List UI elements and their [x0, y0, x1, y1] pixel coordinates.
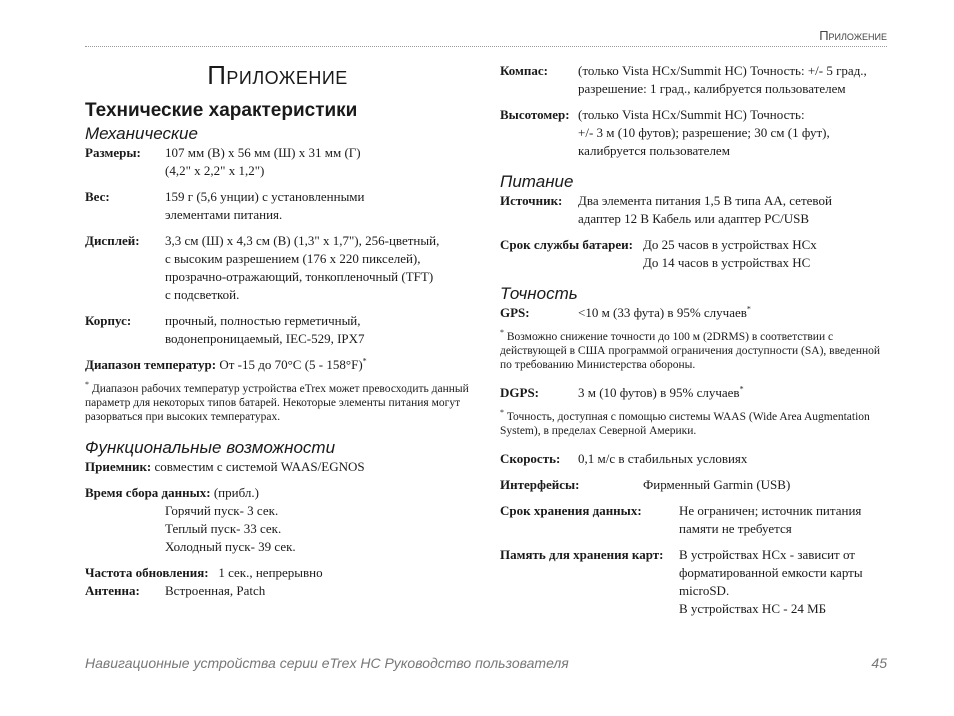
spec-value: 107 мм (В) х 56 мм (Ш) х 31 мм (Г) — [165, 145, 361, 160]
spec-value: От -15 до 70°C (5 - 158°F) — [219, 357, 363, 372]
spec-row-power-source — [500, 192, 892, 228]
spec-value: Не ограничен; источник питания — [679, 503, 862, 518]
spec-row-dgps — [500, 384, 892, 402]
spec-row-interfaces — [500, 476, 892, 494]
spec-value: Холодный пуск- 39 сек. — [165, 539, 296, 554]
spec-row-battery-life — [500, 236, 892, 272]
spec-row-dimensions — [85, 144, 470, 180]
spec-value: 159 г (5,6 унции) с установленными — [165, 189, 365, 204]
spec-label: Приемник: — [85, 459, 152, 474]
spec-value: Горячий пуск- 3 сек. — [165, 503, 279, 518]
spec-label: Срок службы батареи: — [500, 237, 633, 252]
footer-title: Навигационные устройства серии eTrex HC Руководство пользователя — [85, 655, 569, 671]
spec-value: форматированной емкости карты — [679, 565, 863, 580]
page-number: 45 — [871, 655, 887, 671]
spec-row-speed — [500, 450, 892, 468]
spec-value: (4,2" х 2,2" х 1,2") — [165, 163, 265, 178]
spec-value: (только Vista HCx/Summit HC) Точность: — [578, 107, 805, 122]
spec-value: Встроенная, Patch — [165, 583, 266, 598]
spec-value: В устройствах HCx - зависит от — [679, 547, 855, 562]
spec-label: Высотомер: — [500, 107, 570, 122]
mechanical-heading: Механические — [85, 124, 198, 143]
spec-label: GPS: — [500, 305, 530, 320]
spec-label: Корпус: — [85, 313, 132, 328]
spec-value: совместим с системой WAAS/EGNOS — [154, 459, 365, 474]
dgps-footnote — [500, 410, 892, 438]
spec-row-weight — [85, 188, 470, 224]
spec-value: 3 м (10 футов) в 95% случаев — [578, 385, 740, 400]
spec-value: калибруется пользователем — [578, 143, 730, 158]
spec-value: с подсветкой. — [165, 287, 240, 302]
accuracy-heading: Точность — [500, 284, 578, 303]
spec-row-acquisition — [85, 484, 470, 556]
spec-row-altimeter — [500, 106, 892, 160]
footnote-text: Возможно снижение точности до 100 м (2DRMS) в соответствии с действующей в США программой ограничения доступности (SA), введенной по требованию Министерства обороны. — [500, 331, 881, 371]
spec-row-housing — [85, 312, 470, 348]
spec-value: прозрачно-отражающий, тонкопленочный (TFT) — [165, 269, 434, 284]
footnote-mark: * — [362, 356, 367, 366]
spec-label: Дисплей: — [85, 233, 140, 248]
spec-label: Компас: — [500, 63, 548, 78]
spec-value: До 25 часов в устройствах HCx — [643, 237, 817, 252]
spec-value: <10 м (33 фута) в 95% случаев — [578, 305, 747, 320]
page-header — [85, 28, 887, 47]
footnote-mark: * — [739, 384, 744, 394]
spec-value: Два элемента питания 1,5 В типа АА, сетевой — [578, 193, 832, 208]
spec-label: Вес: — [85, 189, 110, 204]
spec-value: Фирменный Garmin (USB) — [643, 477, 791, 492]
chapter-title: Приложение — [207, 60, 348, 90]
spec-value: водонепроницаемый, IEC-529, IPX7 — [165, 331, 365, 346]
spec-value: До 14 часов в устройствах HC — [643, 255, 811, 270]
specs-heading: Технические характеристики — [85, 100, 358, 121]
spec-row-data-storage — [500, 502, 892, 538]
spec-row-gps — [500, 304, 892, 322]
spec-label: Антенна: — [85, 583, 140, 598]
spec-value: (прибл.) — [213, 485, 259, 500]
spec-row-temperature — [85, 356, 470, 374]
footnote-mark: * — [500, 328, 504, 338]
spec-value: элементами питания. — [165, 207, 283, 222]
left-column — [85, 60, 470, 608]
spec-label: Срок хранения данных: — [500, 503, 642, 518]
footnote-text: Диапазон рабочих температур устройства eTrex может превосходить данный параметр для некоторых типов батарей. Некоторые элементы питания могут разорваться при высоких температурах. — [85, 383, 469, 423]
spec-label: Диапазон температур: — [85, 357, 217, 372]
footnote-mark: * — [500, 408, 504, 418]
temperature-footnote — [85, 382, 470, 424]
spec-row-compass — [500, 62, 892, 98]
footnote-mark: * — [85, 380, 89, 390]
right-column — [500, 62, 892, 626]
spec-label: Скорость: — [500, 451, 561, 466]
spec-label: DGPS: — [500, 385, 539, 400]
spec-value: 0,1 м/с в стабильных условиях — [578, 451, 748, 466]
spec-value: В устройствах HC - 24 МБ — [679, 601, 827, 616]
spec-value: Теплый пуск- 33 сек. — [165, 521, 282, 536]
page-footer — [85, 655, 887, 671]
spec-value: (только Vista HCx/Summit HC) Точность: +/- 5 град., — [578, 63, 867, 78]
spec-row-antenna — [85, 582, 470, 600]
spec-value: прочный, полностью герметичный, — [165, 313, 361, 328]
spec-label: Память для хранения карт: — [500, 547, 664, 562]
spec-value: +/- 3 м (10 футов); разрешение; 30 см (1 фут), — [578, 125, 830, 140]
spec-value: адаптер 12 В Кабель или адаптер PC/USB — [578, 211, 810, 226]
spec-row-receiver — [85, 458, 470, 476]
spec-value: 3,3 см (Ш) х 4,3 см (В) (1,3" х 1,7"), 256-цветный, — [165, 233, 440, 248]
footnote-mark: * — [746, 304, 751, 314]
spec-value: 1 сек., непрерывно — [218, 565, 323, 580]
spec-row-map-memory — [500, 546, 892, 618]
spec-value: разрешение: 1 град., калибруется пользователем — [578, 81, 846, 96]
spec-value: microSD. — [679, 583, 730, 598]
spec-value: с высоким разрешением (176 х 220 пикселей), — [165, 251, 421, 266]
spec-label: Интерфейсы: — [500, 477, 580, 492]
spec-value: памяти не требуется — [679, 521, 792, 536]
spec-label: Время сбора данных: — [85, 485, 211, 500]
running-header: Приложение — [819, 28, 887, 43]
spec-label: Частота обновления: — [85, 565, 209, 580]
features-heading: Функциональные возможности — [85, 438, 336, 457]
power-heading: Питание — [500, 172, 574, 191]
spec-row-display — [85, 232, 470, 304]
gps-footnote — [500, 330, 892, 372]
spec-row-update-rate — [85, 564, 470, 582]
spec-label: Источник: — [500, 193, 563, 208]
spec-label: Размеры: — [85, 145, 141, 160]
footnote-text: Точность, доступная с помощью системы WAAS (Wide Area Augmentation System), в пределах Северной Америки. — [500, 411, 870, 437]
